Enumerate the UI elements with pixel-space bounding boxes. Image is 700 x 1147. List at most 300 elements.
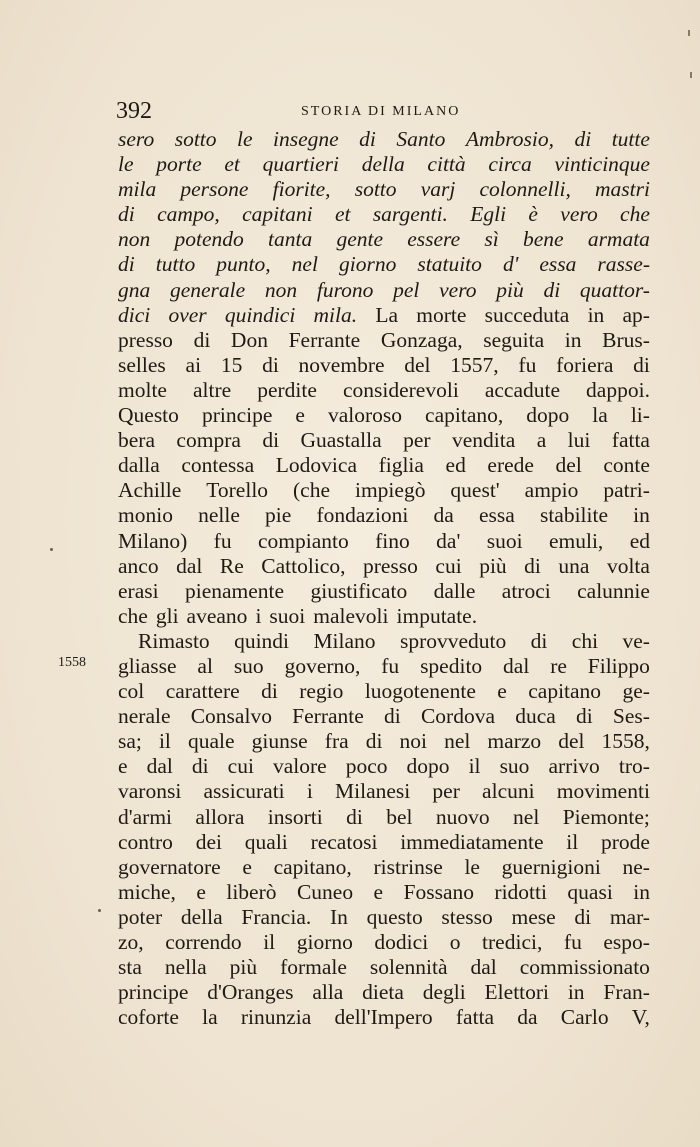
word: emuli, <box>548 528 604 553</box>
word: campo, <box>157 202 220 227</box>
word: dal <box>176 553 203 578</box>
word: che <box>118 603 148 628</box>
word: insorti <box>267 804 323 829</box>
margin-speck <box>50 548 53 551</box>
word: ristrinse <box>373 854 443 879</box>
word: sta <box>118 955 142 980</box>
word: presso <box>118 327 173 352</box>
word: alcuni <box>482 779 535 804</box>
word: li- <box>630 403 650 428</box>
text-line <box>118 704 650 729</box>
word: varj <box>420 177 456 202</box>
word: principe <box>118 980 189 1005</box>
word: Filippo <box>587 653 650 678</box>
word: della <box>361 152 405 177</box>
word: movimenti <box>556 779 650 804</box>
word: poco <box>345 754 388 779</box>
word: punto, <box>216 252 271 277</box>
word: dici <box>118 302 151 327</box>
word: Re <box>219 553 244 578</box>
word: capitano <box>528 679 602 704</box>
word: morte <box>416 302 467 327</box>
word: le <box>464 854 480 879</box>
text-line <box>118 604 650 629</box>
word: noi <box>399 729 428 754</box>
word: sotto <box>174 127 217 151</box>
word: et <box>334 202 351 227</box>
word: di <box>574 904 592 929</box>
word: fatta <box>455 1005 495 1030</box>
word: mese <box>511 904 556 929</box>
word: dal <box>503 653 530 678</box>
word: dopo <box>526 403 570 428</box>
edge-speck <box>690 72 692 78</box>
word: e <box>242 854 252 879</box>
word: marzo <box>487 729 542 754</box>
word: fu <box>381 653 400 678</box>
margin-speck <box>98 909 101 912</box>
word: da <box>433 503 454 528</box>
word: prode <box>601 829 650 854</box>
word: potendo <box>174 227 244 252</box>
word: mila <box>118 177 157 202</box>
word: di <box>262 428 280 453</box>
word: selles <box>118 352 166 377</box>
word: molte <box>118 377 167 402</box>
word: bel <box>386 804 413 829</box>
word: sì <box>484 227 499 252</box>
word: stabilite <box>539 503 609 528</box>
word: mastri <box>595 177 650 202</box>
word: (che <box>293 478 331 503</box>
word: quale <box>187 729 235 754</box>
word: valore <box>272 754 327 779</box>
word: da <box>517 1005 538 1030</box>
word: solennità <box>369 955 448 980</box>
word: suoi <box>269 603 306 628</box>
word: sero <box>118 127 155 151</box>
word: colonnelli, <box>479 177 571 202</box>
text-line <box>118 177 650 202</box>
word: contro <box>118 829 173 854</box>
word: circa <box>488 152 532 177</box>
text-line <box>118 729 650 754</box>
word: della <box>180 904 223 929</box>
page-number: 392 <box>116 98 152 124</box>
text-line <box>118 1005 650 1030</box>
word: cui <box>435 553 462 578</box>
word: degli <box>422 980 466 1005</box>
word: in <box>567 980 585 1005</box>
word: dieta <box>362 980 404 1005</box>
word: allora <box>195 804 245 829</box>
word: ridotti <box>494 879 547 904</box>
word: bene <box>522 227 564 252</box>
word: Brus- <box>602 327 650 352</box>
text-line <box>118 227 650 252</box>
word: Fossano <box>403 879 474 904</box>
word: Ambrosio, <box>465 127 555 151</box>
word: di <box>118 202 135 227</box>
word: suo <box>499 754 530 779</box>
word: capitani <box>242 202 313 227</box>
word: regio <box>299 679 344 704</box>
running-head: STORIA DI MILANO <box>301 104 461 119</box>
word: La <box>375 302 399 327</box>
word: novembre <box>298 352 385 377</box>
word: in <box>633 879 650 904</box>
word: Torello <box>206 478 269 503</box>
word: suo <box>233 653 264 678</box>
word: capitano, <box>273 854 352 879</box>
word: ne- <box>622 854 650 879</box>
word: tutto <box>155 252 196 277</box>
word: il <box>158 729 171 754</box>
word: malevoli <box>313 603 389 628</box>
word: espo- <box>603 930 650 954</box>
word: dei <box>195 829 222 854</box>
word: vinticinque <box>554 152 650 177</box>
word: dalle <box>433 578 476 603</box>
word: e <box>196 879 206 904</box>
word: conte <box>603 453 650 478</box>
word: di <box>524 553 541 578</box>
word: più <box>229 955 258 980</box>
text-line <box>118 428 650 453</box>
word: Ferrante <box>288 327 361 352</box>
word: Consalvo <box>190 704 272 729</box>
word: Ses- <box>612 704 650 729</box>
word: quartieri <box>262 152 340 177</box>
word: nuovo <box>435 804 490 829</box>
word: vero <box>560 202 598 227</box>
word: guernigioni <box>501 854 601 879</box>
text-line <box>118 378 650 403</box>
text-line <box>118 955 650 980</box>
word: over <box>168 302 207 327</box>
word: la <box>592 403 608 428</box>
word: contessa <box>181 453 255 478</box>
text-line <box>118 930 650 955</box>
word: Egli <box>470 202 507 227</box>
page-header <box>116 96 646 126</box>
text-line <box>118 127 650 152</box>
word: sa; <box>118 729 142 754</box>
text-line <box>118 905 650 930</box>
word: nerale <box>118 704 171 729</box>
word: d'Oranges <box>207 980 294 1005</box>
word: persone <box>180 177 249 202</box>
word: compra <box>176 428 241 453</box>
word: di <box>261 679 278 704</box>
word: aveano <box>186 603 248 628</box>
word: nella <box>164 955 207 980</box>
word: mila. <box>313 302 358 327</box>
text-line <box>118 478 650 503</box>
word: lui <box>567 428 591 453</box>
word: di <box>530 628 548 653</box>
word: valoroso <box>327 403 403 428</box>
word: di <box>365 729 383 754</box>
word: Rimasto <box>138 628 210 653</box>
word: in <box>587 302 605 327</box>
text-line <box>118 278 650 303</box>
word: ai <box>185 352 202 377</box>
word: anco <box>118 553 159 578</box>
word: Achille <box>118 478 182 503</box>
word: in <box>564 327 582 352</box>
word: et <box>224 152 240 177</box>
text-line <box>118 303 650 328</box>
word: fu <box>518 352 537 377</box>
word: del <box>555 453 582 478</box>
word: essere <box>407 227 461 252</box>
word: sargenti. <box>372 202 448 227</box>
word: fatta <box>611 428 650 453</box>
word: Cordova <box>420 704 495 729</box>
word: di <box>359 127 376 151</box>
word: gna <box>118 277 151 302</box>
word: essa <box>539 252 577 277</box>
word: nel <box>444 729 471 754</box>
word: di <box>575 704 593 729</box>
word: quindici <box>224 302 296 327</box>
word: che <box>620 202 650 227</box>
word: correndo <box>165 930 242 954</box>
word: carattere <box>165 679 240 704</box>
word: impiegò <box>354 478 426 503</box>
word: bera <box>118 428 155 453</box>
word: vero <box>439 277 477 302</box>
word: Francia. <box>241 904 312 929</box>
text-line <box>118 403 650 428</box>
word: principe <box>201 403 273 428</box>
word: Fran- <box>603 980 650 1005</box>
word: erasi <box>118 578 159 603</box>
word: varonsi <box>118 779 182 804</box>
word: Milano <box>313 628 376 653</box>
word: gente <box>336 227 383 252</box>
word: generale <box>169 277 246 302</box>
word: stesso <box>441 904 493 929</box>
word: immediatamente <box>400 829 544 854</box>
word: quindi <box>234 628 290 653</box>
word: questo <box>366 904 423 929</box>
word: dappoi. <box>586 377 650 402</box>
word: pienamente <box>184 578 285 603</box>
word: 15 <box>220 352 243 377</box>
word: più <box>496 277 524 302</box>
word: giorno <box>296 930 353 954</box>
text-line <box>118 353 650 378</box>
text-line <box>118 629 650 654</box>
word: luogotenente <box>364 679 476 704</box>
word: e <box>373 879 384 904</box>
word: pel <box>393 277 420 302</box>
word: patri- <box>603 478 650 503</box>
word: ge- <box>622 679 650 704</box>
word: volta <box>606 553 650 578</box>
word: fondazioni <box>316 503 409 528</box>
word: dell'Impero <box>334 1005 433 1030</box>
text-line <box>118 880 650 905</box>
word: statuito <box>417 252 482 277</box>
word: calunnie <box>577 578 650 603</box>
word: nel <box>513 804 540 829</box>
word: le <box>237 127 253 151</box>
word: gli <box>155 603 179 628</box>
word: perdite <box>257 377 317 402</box>
word: tro- <box>618 754 650 779</box>
word: Piemonte; <box>562 804 650 829</box>
word: fra <box>324 729 349 754</box>
word: fu <box>213 528 232 553</box>
word: Cattolico, <box>261 553 346 578</box>
text-line <box>118 805 650 830</box>
word: giustificato <box>310 578 408 603</box>
word: altre <box>193 377 232 402</box>
word: giunse <box>251 729 308 754</box>
word: succeduta <box>484 302 570 327</box>
text-line <box>118 503 650 528</box>
text-line <box>118 453 650 478</box>
word: Santo <box>396 127 446 151</box>
word: V, <box>631 1005 650 1030</box>
word: di <box>118 252 135 277</box>
word: Carlo <box>560 1005 609 1030</box>
text-line <box>118 152 650 177</box>
word: dalla <box>118 453 160 478</box>
word: Lodovica <box>275 453 357 478</box>
word: ed <box>629 528 650 553</box>
word: commissionato <box>519 955 650 980</box>
word: non <box>264 277 298 302</box>
word: capitano, <box>425 403 504 428</box>
word: governo, <box>284 653 361 678</box>
word: Cuneo <box>296 879 354 904</box>
word: Don <box>230 327 268 352</box>
word: per <box>403 428 431 453</box>
word: da' <box>436 528 461 553</box>
word: il <box>566 829 579 854</box>
word: ed <box>445 453 466 478</box>
text-line <box>118 579 650 604</box>
word: Ferrante <box>292 704 364 729</box>
word: è <box>528 202 538 227</box>
word: di <box>262 352 279 377</box>
text-line <box>118 980 650 1005</box>
word: ampio <box>524 478 579 503</box>
word: Questo <box>118 403 179 428</box>
word: una <box>558 553 590 578</box>
word: formale <box>280 955 347 980</box>
text-line <box>118 679 650 704</box>
edge-speck <box>688 30 690 36</box>
text-line <box>118 202 650 227</box>
word: col <box>118 679 145 704</box>
word: di <box>191 754 209 779</box>
text-line <box>118 554 650 579</box>
word: duca <box>515 704 556 729</box>
word: zo, <box>118 930 144 954</box>
word: alla <box>312 980 344 1005</box>
word: spedito <box>420 653 483 678</box>
word: nel <box>291 252 318 277</box>
word: In <box>329 904 348 929</box>
word: porte <box>156 152 202 177</box>
word: cui <box>227 754 254 779</box>
word: città <box>427 152 466 177</box>
word: considerevoli <box>342 377 459 402</box>
word: essa <box>478 503 515 528</box>
word: governatore <box>118 854 221 879</box>
word: imputate. <box>396 603 478 628</box>
word: mar- <box>609 904 650 929</box>
word: monio <box>118 503 173 528</box>
word: insegne <box>273 127 339 151</box>
word: dopo <box>406 754 450 779</box>
text-line <box>118 855 650 880</box>
word: del <box>558 729 585 754</box>
word: le <box>118 152 134 177</box>
word: il <box>263 930 276 954</box>
word: giorno <box>338 252 397 277</box>
word: di <box>193 327 211 352</box>
word: la <box>202 1005 218 1030</box>
word: tredici, <box>482 930 543 954</box>
word: fiorite, <box>272 177 331 202</box>
word: arrivo <box>548 754 600 779</box>
text-line <box>118 830 650 855</box>
word: poter <box>118 904 163 929</box>
word: assicurati <box>203 779 285 804</box>
text-line <box>118 529 650 554</box>
word: fino <box>375 528 410 553</box>
word: e <box>295 403 305 428</box>
word: e <box>118 754 128 779</box>
word: furono <box>316 277 374 302</box>
word: dodici <box>374 930 429 954</box>
word: del <box>404 352 431 377</box>
word: quasi <box>567 879 613 904</box>
word: dal <box>470 955 497 980</box>
word: quattor- <box>579 277 650 302</box>
word: miche, <box>118 879 176 904</box>
word: ap- <box>622 302 650 327</box>
word: a <box>536 428 547 453</box>
word: sotto <box>354 177 397 202</box>
word: di <box>384 704 401 729</box>
word: non <box>118 227 151 252</box>
word: il <box>468 754 481 779</box>
word: nelle <box>198 503 240 528</box>
word: coforte <box>118 1005 179 1030</box>
text-line <box>118 328 650 353</box>
word: suoi <box>486 528 523 553</box>
word: per <box>432 779 460 804</box>
word: fu <box>563 930 582 954</box>
word: sprovveduto <box>399 628 507 653</box>
text-line <box>118 779 650 804</box>
text-line <box>118 754 650 779</box>
word: vendita <box>451 428 516 453</box>
word: erede <box>487 453 534 478</box>
body-text <box>118 127 650 1030</box>
word: quest' <box>450 478 500 503</box>
word: figlia <box>378 453 424 478</box>
margin-year-note: 1558 <box>58 655 86 670</box>
word: Milano) <box>118 528 188 553</box>
